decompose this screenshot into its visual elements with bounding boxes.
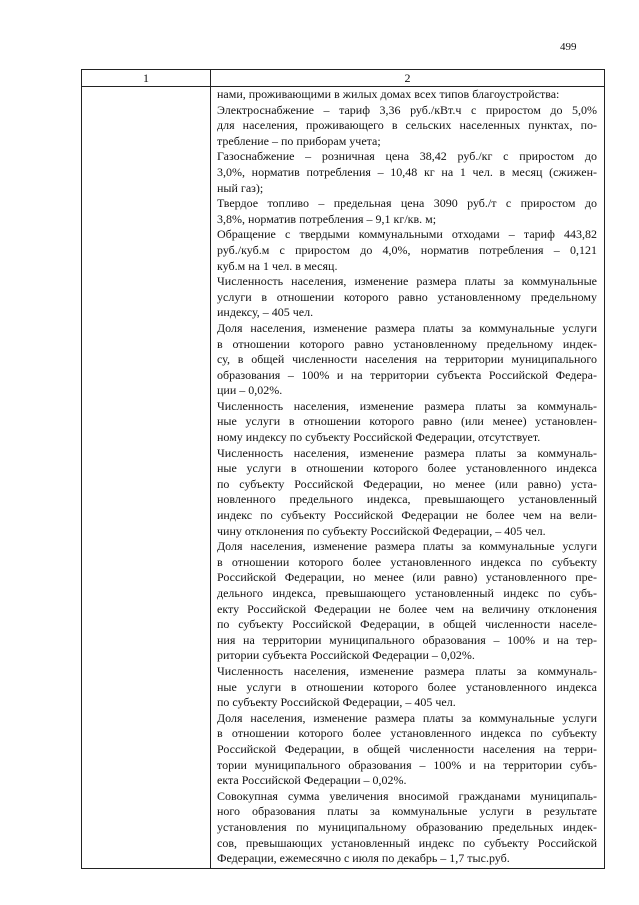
text-line: ные услуги в отношении которого равно (или менее) установлен- xyxy=(217,414,597,429)
text-line: Численность населения, изменение размера платы за коммуналь- xyxy=(217,663,597,678)
text-line: Российской Федерации, в общей численности населения на терри- xyxy=(217,741,597,756)
text-line: в отношении которого более установленного индекса по субъекту xyxy=(217,726,597,741)
text-line: руб./куб.м с приростом до 4,0%, норматив потребления – 0,121 xyxy=(217,242,597,257)
text-line: Доля населения, изменение размера платы за коммунальные услуги xyxy=(217,320,597,335)
text-line: Доля населения, изменение размера платы за коммунальные услуги xyxy=(217,539,597,554)
text-paragraph xyxy=(217,664,597,711)
text-line: по субъекту Российской Федерации, – 405 чел. xyxy=(217,695,456,710)
text-paragraph xyxy=(217,103,597,150)
text-paragraph xyxy=(217,789,597,867)
text-line: дельного индекса, превышающего установленный индекс по субъ- xyxy=(217,586,597,600)
text-line: нами, проживающими в жилых домах всех типов благоустройства: xyxy=(217,87,560,101)
text-line: Федерации, ежемесячно с июля по декабрь – 1,7 тыс.руб. xyxy=(217,851,510,866)
text-line: по субъекту Российской Федерации, в общей численности населе- xyxy=(217,617,597,632)
document-table xyxy=(81,69,605,869)
text-line: по субъекту Российской Федерации, но менее (или равно) уста- xyxy=(217,476,597,491)
text-line: индексу, – 405 чел. xyxy=(217,305,314,320)
text-line: ного образования платы за коммунальные услуги в результате xyxy=(217,804,597,819)
text-line: 3,8%, норматив потребления – 9,1 кг/кв. м; xyxy=(217,211,437,226)
text-paragraph xyxy=(217,321,597,399)
text-line: ции – 0,02%. xyxy=(217,383,283,398)
text-paragraph xyxy=(217,274,597,321)
text-line: Твердое топливо – предельная цена 3090 руб./т с приростом до xyxy=(217,196,597,211)
text-line: образования – 100% и на территории субъекта Российской Федера- xyxy=(217,367,597,382)
text-line: 3,0%, норматив потребления – 10,48 кг на 1 чел. в месяц (сжижен- xyxy=(217,164,597,179)
header-column-1: 1 xyxy=(143,71,149,85)
text-line: су, в общей численности населения на территории муниципального xyxy=(217,352,597,367)
text-paragraph xyxy=(217,227,597,274)
text-line: индекс по субъекту Российской Федерации не более чем на вели- xyxy=(217,508,597,523)
column-divider xyxy=(210,70,211,868)
text-line: для населения, проживающего в сельских населенных пунктах, по- xyxy=(217,118,597,133)
text-paragraph xyxy=(217,149,597,196)
header-column-2: 2 xyxy=(404,71,411,85)
text-line: ные услуги в отношении которого более установленного индекса xyxy=(217,679,597,694)
text-paragraph xyxy=(217,196,597,227)
table-cell-column-2 xyxy=(217,87,597,867)
text-paragraph xyxy=(217,87,597,103)
text-line: Доля населения, изменение размера платы за коммунальные услуги xyxy=(217,710,597,725)
text-line: ный газ); xyxy=(217,180,264,195)
text-line: екта Российской Федерации – 0,02%. xyxy=(217,773,407,788)
text-paragraph xyxy=(217,399,597,446)
text-line: ритории субъекта Российской Федерации – 0,02%. xyxy=(217,648,475,663)
text-line: ния на территории муниципального образования – 100% и на тер- xyxy=(217,632,597,647)
text-line: в отношении которого более установленного индекса по субъекту xyxy=(217,554,597,569)
table-header-row xyxy=(82,70,604,87)
text-line: Газоснабжение – розничная цена 38,42 руб./кг с приростом до xyxy=(217,149,597,164)
text-line: чину отклонения по субъекту Российской Федерации, – 405 чел. xyxy=(217,523,546,538)
text-line: новленного предельного индекса, превышающего установленный xyxy=(217,492,597,507)
text-paragraph xyxy=(217,446,597,540)
text-line: услуги в отношении которого равно установленному предельному xyxy=(217,289,597,304)
text-line: Численность населения, изменение размера платы за коммуналь- xyxy=(217,445,597,460)
text-line: куб.м на 1 чел. в месяц. xyxy=(217,258,338,273)
text-paragraph xyxy=(217,539,597,664)
text-line: ному индексу по субъекту Российской Федерации, отсутствует. xyxy=(217,430,541,445)
text-line: Российской Федерации, но менее (или равно) установленного пре- xyxy=(217,570,597,585)
text-line: Совокупная сумма увеличения вносимой гражданами муниципаль- xyxy=(217,788,597,803)
text-line: екту Российской Федерации не более чем на величину отклонения xyxy=(217,601,597,616)
text-line: установления по муниципальному образованию предельных индек- xyxy=(217,819,597,834)
text-line: требление – по приборам учета; xyxy=(217,133,381,148)
text-line: Численность населения, изменение размера платы за коммунальные xyxy=(217,274,597,289)
text-line: ные услуги в отношении которого более установленного индекса xyxy=(217,461,597,476)
text-line: в отношении которого равно установленному предельному индек- xyxy=(217,336,597,351)
text-line: тории муниципального образования – 100% и на территории субъ- xyxy=(217,757,597,772)
text-line: Численность населения, изменение размера платы за коммуналь- xyxy=(217,398,597,413)
page-number: 499 xyxy=(560,41,577,53)
text-paragraph xyxy=(217,711,597,789)
text-line: сов, превышающих установленный индекс по субъекту Российской xyxy=(217,835,597,850)
text-line: Электроснабжение – тариф 3,36 руб./кВт.ч с приростом до 5,0% xyxy=(217,102,597,117)
text-line: Обращение с твердыми коммунальными отходами – тариф 443,82 xyxy=(217,227,597,242)
